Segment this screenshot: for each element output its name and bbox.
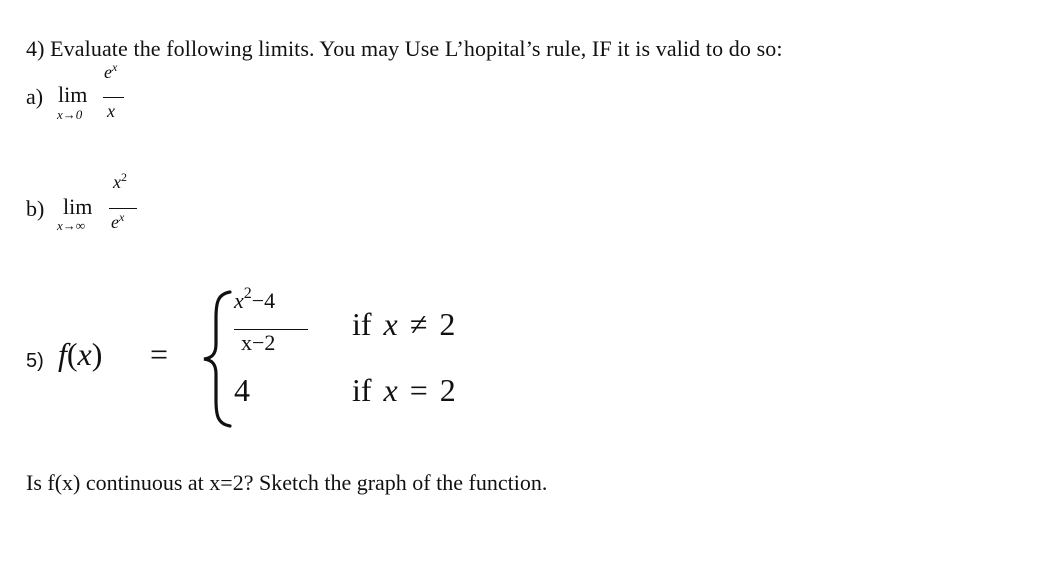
question-5-label: 5) [26, 350, 44, 372]
part-b-label: b) [26, 196, 45, 221]
right-paren: ) [91, 336, 103, 372]
function-variable: x [77, 336, 92, 372]
part-a-fraction-bar [103, 97, 124, 98]
left-paren: ( [66, 336, 78, 372]
part-a-numerator-exponent: x [112, 60, 118, 74]
part-a-label: a) [26, 84, 44, 109]
case-1-variable: x [383, 306, 398, 342]
function-name: f [58, 336, 67, 372]
part-a-denominator: x [107, 101, 115, 121]
part-a-numerator-base: e [104, 62, 112, 82]
part-b-limit-subscript: x→∞ [57, 218, 86, 233]
case-1-value: 2 [439, 306, 456, 342]
part-b-lim: lim [63, 194, 93, 219]
part-b-denominator-base: e [111, 212, 119, 232]
part-a-numerator [104, 62, 117, 83]
part-b-denominator-exponent: x [119, 210, 125, 224]
case-1-denominator: x−2 [241, 330, 276, 355]
question-5-prompt: Is f(x) continuous at x=2? Sketch the graph of the function. [26, 470, 548, 495]
question-4-heading: 4) Evaluate the following limits. You may Use L’hopital’s rule, IF it is valid to do so: [26, 36, 783, 61]
part-b-numerator-base: x [113, 172, 121, 192]
case-1-numerator-rest: −4 [251, 288, 276, 313]
case-2-value: 4 [234, 372, 250, 408]
case-2-if: if [352, 372, 372, 408]
piecewise-brace-icon [200, 288, 234, 430]
part-b-numerator [113, 172, 127, 193]
part-b-numerator-exponent: 2 [121, 170, 127, 184]
part-a-lim: lim [58, 82, 88, 107]
case-2-variable: x [383, 372, 398, 408]
equals-sign: = [150, 336, 169, 372]
case-1-condition [352, 306, 455, 343]
case-1-numerator-exponent: 2 [243, 285, 252, 302]
part-b-denominator [111, 212, 124, 233]
case-2-operator: = [409, 372, 428, 408]
case-2-value-number: 2 [439, 372, 456, 408]
part-a-limit-subscript: x→0 [57, 107, 83, 122]
case-1-numerator-base: x [234, 288, 244, 313]
case-2-condition [352, 372, 456, 409]
case-1-numerator [234, 285, 276, 314]
function-lhs [58, 336, 102, 373]
case-1-if: if [352, 306, 372, 342]
case-1-operator: ≠ [409, 306, 428, 342]
part-b-fraction-bar [109, 208, 137, 209]
